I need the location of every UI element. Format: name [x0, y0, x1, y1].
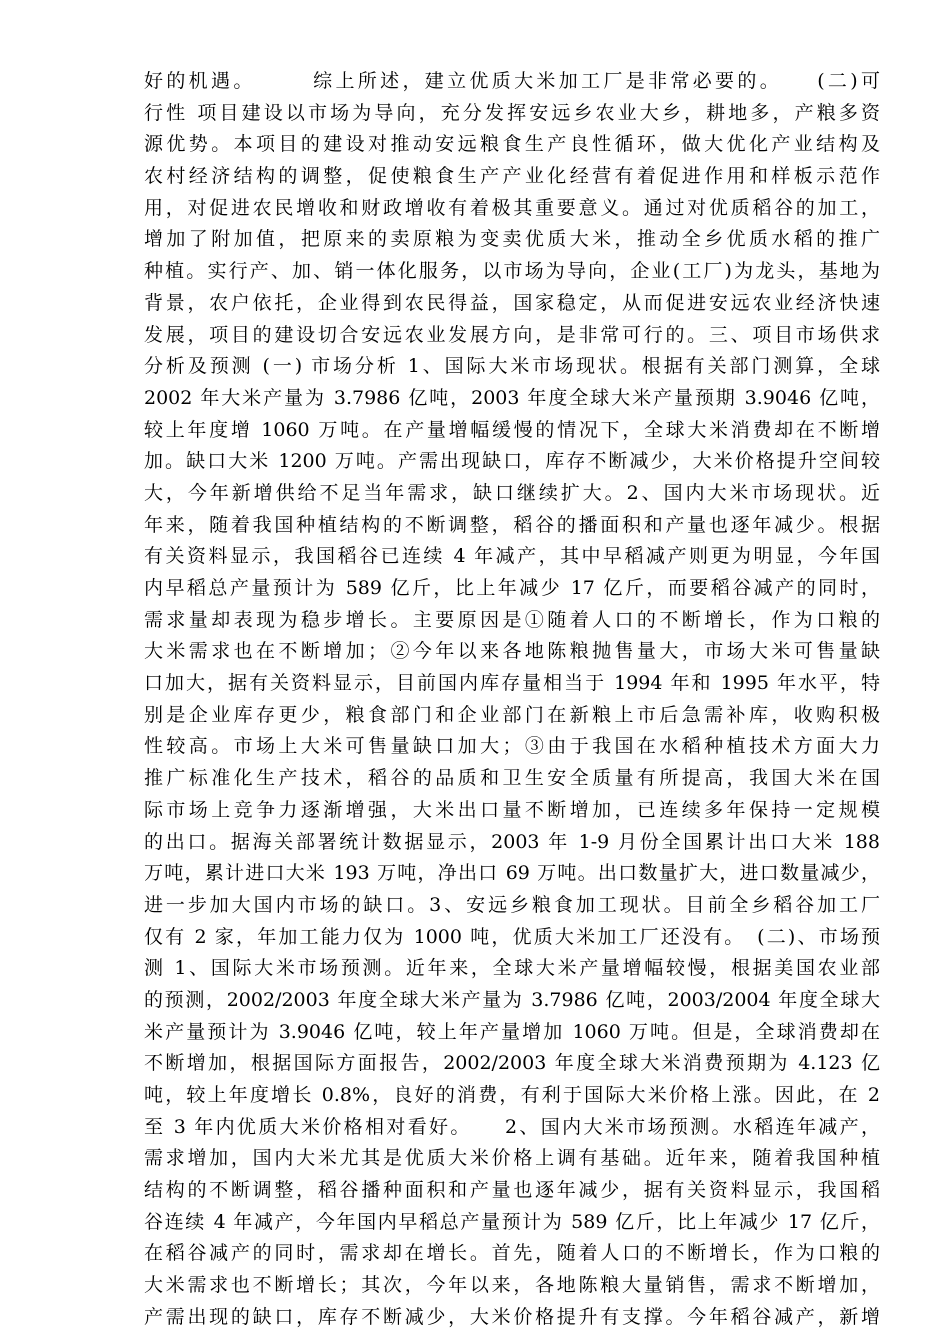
text-line: 加。缺口大米 1200 万吨。产需出现缺口，库存不断减少，大米价格提升空间较 [144, 450, 880, 473]
text-line: 较上年度增 1060 万吨。在产量增幅缓慢的情况下，全球大米消费却在不断增 [144, 418, 880, 441]
text-line: 米产量预计为 3.9046 亿吨，较上年产量增加 1060 万吨。但是，全球消费却在 [144, 1020, 880, 1043]
text-line: 好的机遇。 综上所述，建立优质大米加工厂是非常必要的。 (二)可 [144, 70, 880, 92]
document-body [144, 66, 880, 1334]
text-line: 大米需求也在不断增加；②今年以来各地陈粮抛售量大，市场大米可售量缺 [144, 640, 880, 663]
text-line: 在稻谷减产的同时，需求却在增长。首先，随着人口的不断增长，作为口粮的 [144, 1242, 880, 1265]
text-line: 口加大，据有关资料显示，目前国内库存量相当于 1994 年和 1995 年水平，特 [144, 672, 880, 695]
text-line: 种植。实行产、加、销一体化服务，以市场为导向，企业(工厂)为龙头，基地为 [144, 260, 880, 283]
text-line: 的出口。据海关部署统计数据显示，2003 年 1-9 月份全国累计出口大米 188 [144, 830, 880, 853]
text-line: 需求增加，国内大米尤其是优质大米价格上调有基础。近年来，随着我国种植 [144, 1147, 880, 1170]
text-line: 需求量却表现为稳步增长。主要原因是①随着人口的不断增长，作为口粮的 [144, 608, 880, 631]
text-line: 的预测，2002/2003 年度全球大米产量为 3.7986 亿吨，2003/2004 年度全球大 [144, 988, 880, 1011]
text-line: 不断增加，根据国际方面报告，2002/2003 年度全球大米消费预期为 4.123 亿 [144, 1052, 880, 1075]
text-line: 有关资料显示，我国稻谷已连续 4 年减产，其中早稻减产则更为明显，今年国 [144, 545, 880, 568]
text-line: 别是企业库存更少，粮食部门和企业部门在新粮上市后急需补库，收购积极 [144, 703, 880, 726]
text-line: 推广标准化生产技术，稻谷的品质和卫生安全质量有所提高，我国大米在国 [144, 767, 880, 790]
text-line: 万吨，累计进口大米 193 万吨，净出口 69 万吨。出口数量扩大，进口数量减少， [144, 862, 880, 885]
text-line: 分析及预测 (一) 市场分析 1、国际大米市场现状。根据有关部门测算，全球 [144, 355, 880, 378]
text-line: 2002 年大米产量为 3.7986 亿吨，2003 年度全球大米产量预期 3.9046 亿吨， [144, 386, 880, 409]
text-line: 谷连续 4 年减产，今年国内早稻总产量预计为 589 亿斤，比上年减少 17 亿斤， [144, 1210, 880, 1233]
text-line: 增加了附加值，把原来的卖原粮为变卖优质大米，推动全乡优质水稻的推广 [144, 228, 880, 251]
text-line: 农村经济结构的调整，促使粮食生产产业化经营有着促进作用和样板示范作 [144, 165, 880, 188]
text-line: 结构的不断调整，稻谷播种面积和产量也逐年减少，据有关资料显示，我国稻 [144, 1179, 880, 1202]
text-line: 大，今年新增供给不足当年需求，缺口继续扩大。2、国内大米市场现状。近 [144, 481, 880, 504]
text-line: 大米需求也不断增长；其次，今年以来，各地陈粮大量销售，需求不断增加， [144, 1274, 880, 1297]
text-line: 背景，农户依托，企业得到农民得益，国家稳定，从而促进安远农业经济快速 [144, 291, 880, 314]
text-line: 内早稻总产量预计为 589 亿斤，比上年减少 17 亿斤，而要稻谷减产的同时， [144, 577, 880, 599]
text-line: 性较高。市场上大米可售量缺口加大；③由于我国在水稻种植技术方面大力 [144, 735, 880, 758]
text-line: 年来，随着我国种植结构的不断调整，稻谷的播面积和产量也逐年减少。根据 [144, 513, 880, 536]
text-line: 吨，较上年度增长 0.8%，良好的消费，有利于国际大米价格上涨。因此，在 2 [144, 1084, 880, 1106]
text-line: 发展，项目的建设切合安远农业发展方向，是非常可行的。三、项目市场供求 [144, 323, 880, 346]
text-line: 进一步加大国内市场的缺口。3、安远乡粮食加工现状。目前全乡稻谷加工厂 [144, 893, 880, 916]
text-line: 产需出现的缺口，库存不断减少，大米价格提升有支撑。今年稻谷减产，新增 [144, 1305, 880, 1328]
text-line: 仅有 2 家，年加工能力仅为 1000 吨，优质大米加工厂还没有。 (二)、市场预 [144, 925, 880, 948]
text-line: 测 1、国际大米市场预测。近年来，全球大米产量增幅较慢，根据美国农业部 [144, 957, 880, 980]
text-line: 行性 项目建设以市场为导向，充分发挥安远乡农业大乡，耕地多，产粮多资 [144, 101, 880, 124]
text-line: 际市场上竞争力逐渐增强，大米出口量不断增加，已连续多年保持一定规模 [144, 798, 880, 821]
text-line: 至 3 年内优质大米价格相对看好。 2、国内大米市场预测。水稻连年减产， [144, 1115, 880, 1138]
text-line: 用，对促进农民增收和财政增收有着极其重要意义。通过对优质稻谷的加工， [144, 196, 880, 219]
text-line: 源优势。本项目的建设对推动安远粮食生产良性循环，做大优化产业结构及 [144, 133, 880, 156]
